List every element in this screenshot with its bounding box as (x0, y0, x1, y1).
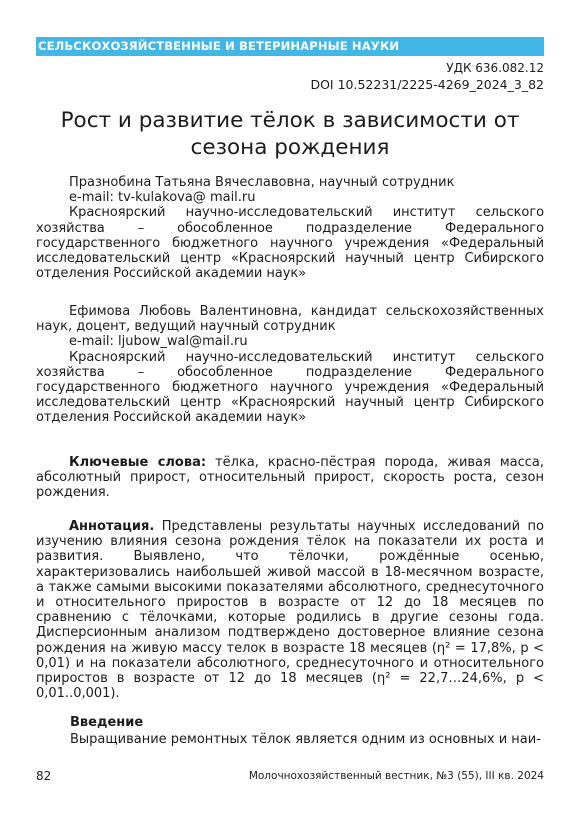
abstract-label: Аннотация. (69, 519, 155, 534)
author-1-name: Празнобина Татьяна Вячеславовна, научный сотрудник (69, 175, 455, 190)
author-1-email[interactable]: e-mail: tv-kulakova@ mail.ru (69, 190, 256, 206)
author-block-2 (36, 304, 544, 426)
author-2-email[interactable]: e-mail: ljubow_wal@mail.ru (69, 334, 248, 350)
author-block-1 (36, 175, 544, 281)
intro-heading: Введение (70, 715, 144, 730)
keywords (36, 455, 544, 501)
section-header: СЕЛЬСКОХОЗЯЙСТВЕННЫЕ И ВЕТЕРИНАРНЫЕ НАУКИ (36, 37, 544, 56)
journal-footer: Молочнохозяйственный вестник, №3 (55), III кв. 2024 (248, 770, 544, 782)
author-1-affiliation: Красноярский научно-исследовательский институт сельского хозяйства – обособленное подразделение Федерального государственного бюджетного научного учреждения «Федеральный исследовательский центр «Красноярский научный центр Сибирского отделения Российской академии наук» (36, 205, 544, 282)
page-number: 82 (36, 769, 52, 783)
doi[interactable]: DOI 10.52231/2225-4269_2024_3_82 (310, 77, 544, 92)
article-title (36, 107, 544, 161)
author-2-affiliation: Красноярский научно-исследовательский институт сельского хозяйства – обособленное подразделение Федерального государственного бюджетного научного учреждения «Федеральный исследовательский центр «Красноярский научный центр Сибирского отделения Российской академии наук» (36, 349, 544, 426)
author-2-name: Ефимова Любовь Валентиновна, кандидат сельскохозяйственных наук, доцент, ведущий научный сотрудник (36, 304, 544, 335)
udc-code: УДК 636.082.12 (446, 61, 544, 75)
intro-text: Выращивание ремонтных тёлок является одним из основных и наи- (70, 732, 541, 747)
title-line-1: Рост и развитие тёлок в зависимости от (60, 108, 520, 133)
keywords-label: Ключевые слова: (69, 455, 207, 470)
keywords-text: тёлка, красно-пёстрая порода, живая масса, абсолютный прирост, относительный прирост, скорость роста, сезон рождения. (36, 455, 544, 501)
title-line-2: сезона рождения (190, 135, 390, 160)
abstract (36, 519, 544, 701)
abstract-text: Представлены результаты научных исследований по изучению влияния сезона рождения тёлок на показатели их роста и развития. Выявлено, что тёлочки, рождённые осенью, характеризовались наибольшей живой массой в 18-месячном возрасте, а также самыми высокими показателями абсолютного, среднесуточного и относительного приростов в возрасте от 12 до 18 месяцев по сравнению с тёлочками, которые родились в другие сезоны года. Дисперсионным анализом подтверждено достоверное влияние сезона рождения на живую массу телок в возрасте 18 месяцев (η² = 17,8%, p < 0,01) и на показатели абсолютного, среднесуточного и относительного приростов в возрасте от 12 до 18 месяцев (η² = 22,7…24,6%, p < 0,01..0,001). (36, 519, 544, 702)
